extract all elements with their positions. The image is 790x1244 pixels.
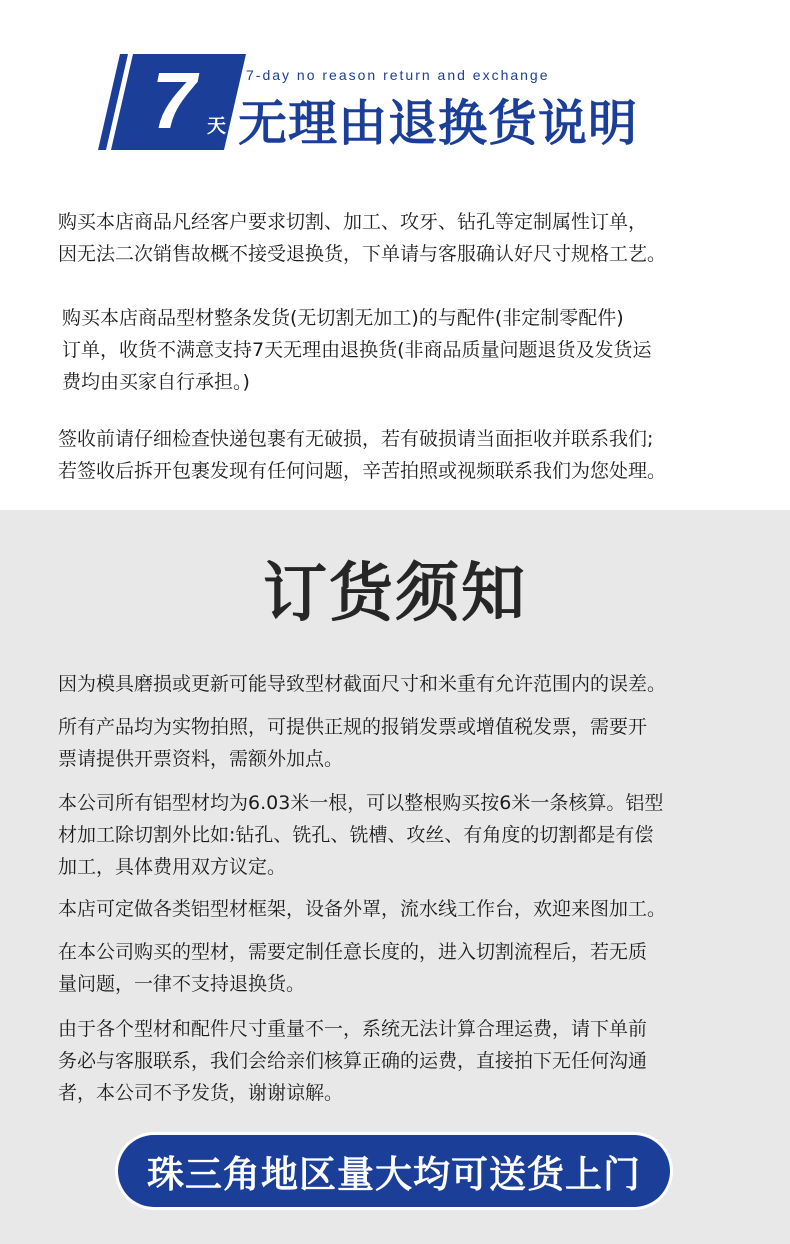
policy-paragraph-customization: 购买本店商品凡经客户要求切割、加工、攻牙、钻孔等定制属性订单， 因无法二次销售故概不接受退换货，下单请与客服确认好尺寸规格工艺。 (58, 211, 667, 265)
delivery-banner-text: 珠三角地区量大均可送货上门 (147, 1153, 641, 1196)
english-subtitle: 7-day no reason return and exchange (246, 67, 550, 83)
policy-paragraph-inspection: 签收前请仔细检查快递包裹有无破损，若有破损请当面拒收并联系我们; 若签收后拆开包裹发现有任何问题，辛苦拍照或视频联系我们为您处理。 (58, 428, 667, 482)
badge-number: 7 (151, 56, 197, 145)
notice-item-invoice: 所有产品均为实物拍照，可提供正规的报销发票或增值税发票，需要开 票请提供开票资料，需额外加点。 (58, 716, 648, 770)
page-title: 无理由退换货说明 (238, 95, 639, 152)
notice-item-shipping: 由于各个型材和配件尺寸重量不一，系统无法计算合理运费，请下单前 务必与客服联系，我们会给亲们核算正确的运费，直接拍下无任何沟通 者，本公司不予发货，谢谢谅解。 (58, 1018, 648, 1104)
delivery-banner (118, 1135, 670, 1207)
notice-item-custom-length: 在本公司购买的型材，需要定制任意长度的，进入切割流程后，若无质 量问题，一律不支持退换货。 (58, 941, 648, 995)
notice-item-custom-frames: 本店可定做各类铝型材框架，设备外罩，流水线工作台，欢迎来图加工。 (58, 898, 667, 920)
order-notice-title: 订货须知 (263, 557, 527, 631)
notice-item-tolerance: 因为模具磨损或更新可能导致型材截面尺寸和米重有允许范围内的误差。 (58, 673, 667, 695)
notice-item-profile-length: 本公司所有铝型材均为6.03米一根，可以整根购买按6米一条核算。铝型 材加工除切割外比如:钻孔、铣孔、铣槽、攻丝、有角度的切割都是有偿 加工，具体费用双方议定。 (58, 792, 664, 878)
policy-paragraph-seven-day-return: 购买本店商品型材整条发货(无切割无加工)的与配件(非定制零配件) 订单，收货不满意支持7天无理由退换货(非商品质量问题退货及发货运 费均由买家自行承担。) (62, 307, 652, 393)
return-policy-section (0, 0, 790, 510)
seven-day-badge (98, 54, 246, 150)
badge-unit: 天 (207, 115, 227, 137)
